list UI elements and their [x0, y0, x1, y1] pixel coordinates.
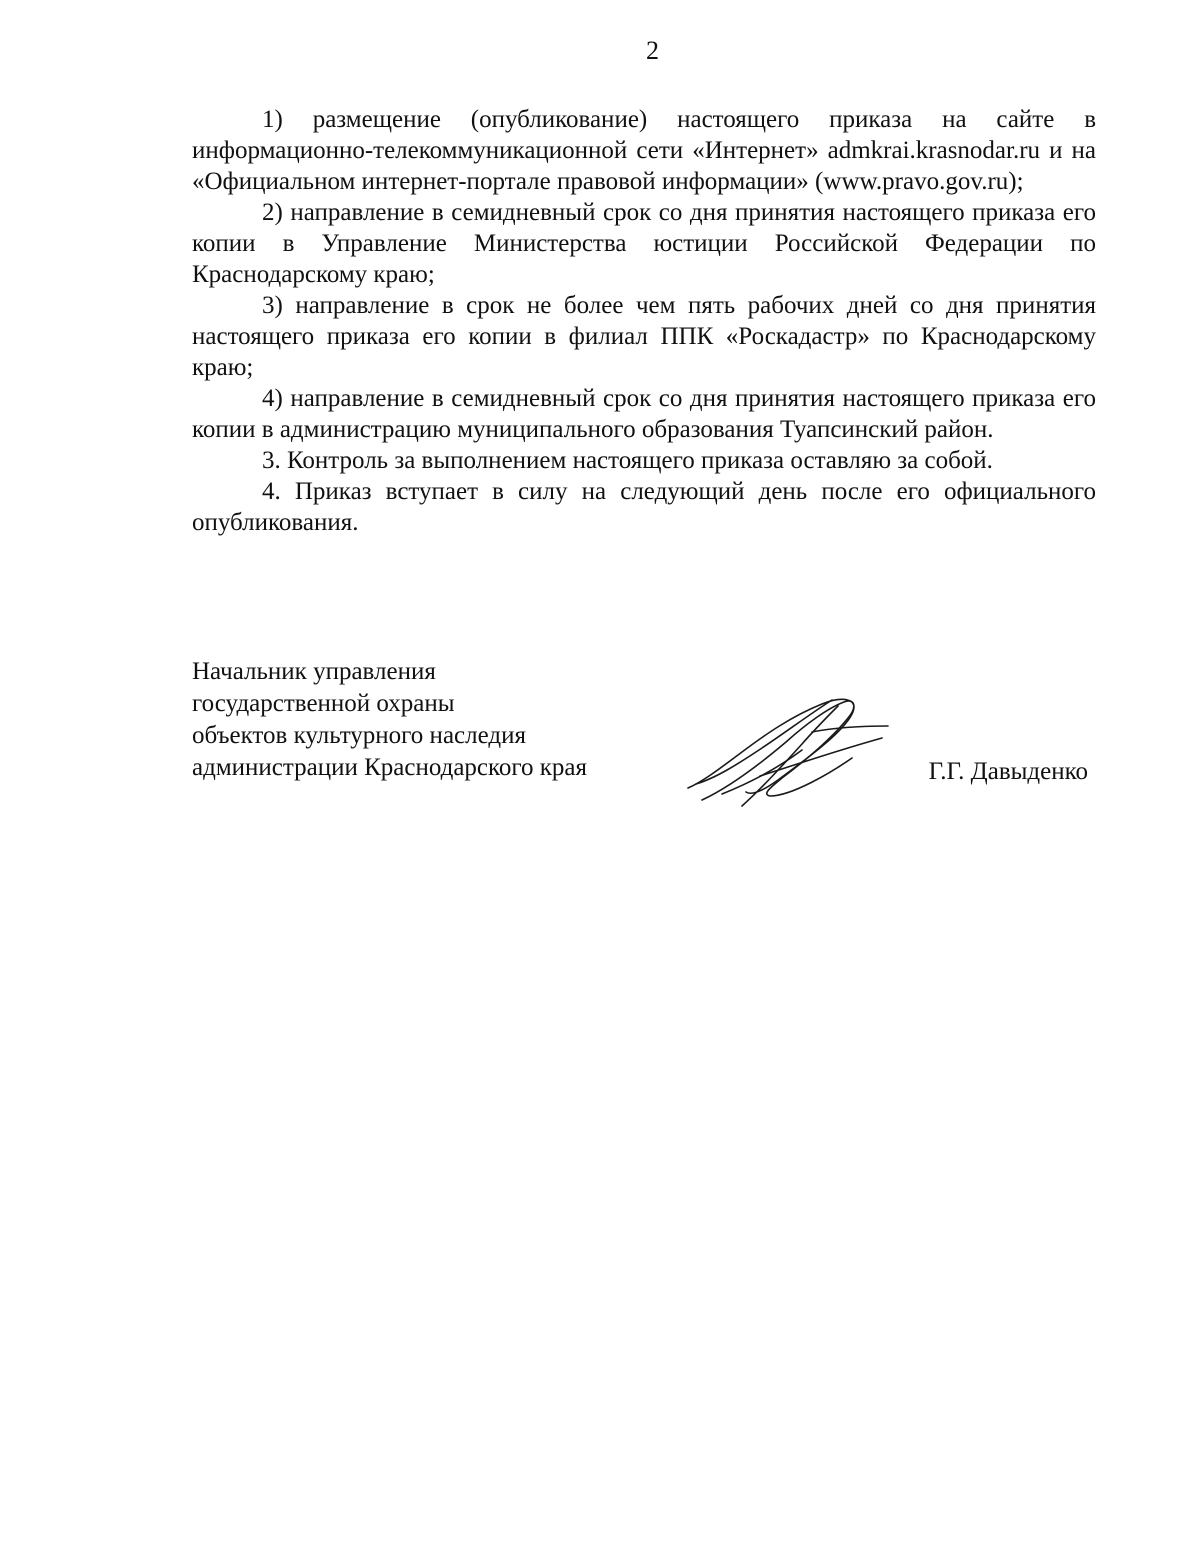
signer-position-line: Начальник управления: [192, 658, 436, 685]
handwritten-signature: [682, 692, 902, 812]
paragraph-item-1: 1) размещение (опубликование) настоящего приказа на сайте в информационно-телекоммуникационной сети «Интернет» admkrai.krasnodar.ru и на «Официальном интернет-портале правовой информации» (www.pravo.gov.ru);: [192, 106, 1096, 195]
paragraph-item-2: 2) направление в семидневный срок со дня принятия настоящего приказа его копии в Управление Министерства юстиции Российской Федерации по Краснодарскому краю;: [192, 199, 1096, 288]
paragraph-item-4: 4) направление в семидневный срок со дня принятия настоящего приказа его копии в администрацию муниципального образования Туапсинский район.: [192, 385, 1096, 443]
signer-position-line: государственной охраны: [192, 690, 455, 717]
paragraph-effective-date: 4. Приказ вступает в силу на следующий день после его официального опубликования.: [192, 478, 1096, 536]
signer-position-line: администрации Краснодарского края: [192, 754, 588, 781]
signer-name: Г.Г. Давыденко: [928, 758, 1088, 785]
paragraph-item-3: 3) направление в срок не более чем пять рабочих дней со дня принятия настоящего приказа его копии в филиал ППК «Роскадастр» по Краснодарскому краю;: [192, 292, 1096, 381]
signature-block: [192, 656, 1096, 816]
signer-position: [192, 656, 587, 784]
paragraph-control: 3. Контроль за выполнением настоящего приказа оставляю за собой.: [262, 447, 993, 474]
page-number: 2: [646, 36, 659, 65]
signer-position-line: объектов культурного наследия: [192, 722, 526, 749]
document-body: [192, 104, 1096, 538]
